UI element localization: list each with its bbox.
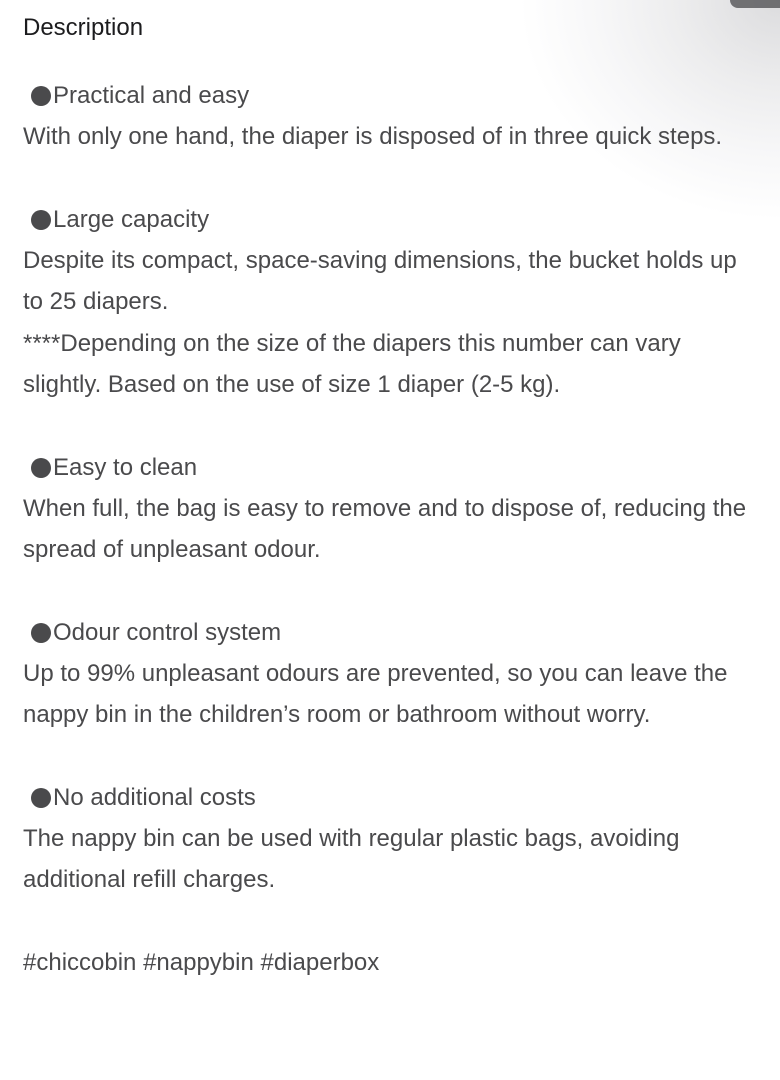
feature-section-odour bbox=[23, 613, 763, 736]
bullet-icon bbox=[31, 788, 51, 808]
description-heading: Description bbox=[23, 14, 144, 41]
feature-section-practical bbox=[23, 76, 763, 158]
feature-title bbox=[23, 76, 763, 116]
bullet-icon bbox=[31, 86, 51, 106]
bullet-icon bbox=[31, 458, 51, 478]
feature-section-clean bbox=[23, 448, 763, 571]
feature-title bbox=[23, 448, 763, 488]
feature-text: The nappy bin can be used with regular plastic bags, avoiding additional refill charges. bbox=[23, 824, 680, 893]
feature-text: Up to 99% unpleasant odours are prevented, so you can leave the nappy bin in the children’s room or bathroom without worry. bbox=[23, 659, 728, 728]
bullet-icon bbox=[31, 210, 51, 230]
feature-title bbox=[23, 200, 763, 240]
feature-title-text: Large capacity bbox=[53, 205, 210, 233]
feature-title-text: Odour control system bbox=[53, 618, 282, 646]
feature-text: Despite its compact, space-saving dimensions, the bucket holds up to 25 diapers. bbox=[23, 246, 737, 315]
feature-footnote: ****Depending on the size of the diapers this number can vary slightly. Based on the use of size 1 diaper (2-5 kg). bbox=[23, 329, 681, 398]
description-content bbox=[23, 10, 763, 983]
feature-title bbox=[23, 778, 763, 818]
feature-section-costs bbox=[23, 778, 763, 901]
feature-title-text: Practical and easy bbox=[53, 82, 250, 109]
feature-text: When full, the bag is easy to remove and to dispose of, reducing the spread of unpleasant odour. bbox=[23, 494, 747, 563]
feature-section-capacity bbox=[23, 200, 763, 406]
feature-text: With only one hand, the diaper is disposed of in three quick steps. bbox=[23, 123, 723, 150]
feature-title-text: No additional costs bbox=[53, 783, 256, 811]
feature-title-text: Easy to clean bbox=[53, 453, 198, 481]
hashtags[interactable]: #chiccobin #nappybin #diaperbox bbox=[23, 948, 380, 976]
bullet-icon bbox=[31, 623, 51, 643]
feature-title bbox=[23, 613, 763, 653]
window-corner bbox=[730, 0, 780, 8]
